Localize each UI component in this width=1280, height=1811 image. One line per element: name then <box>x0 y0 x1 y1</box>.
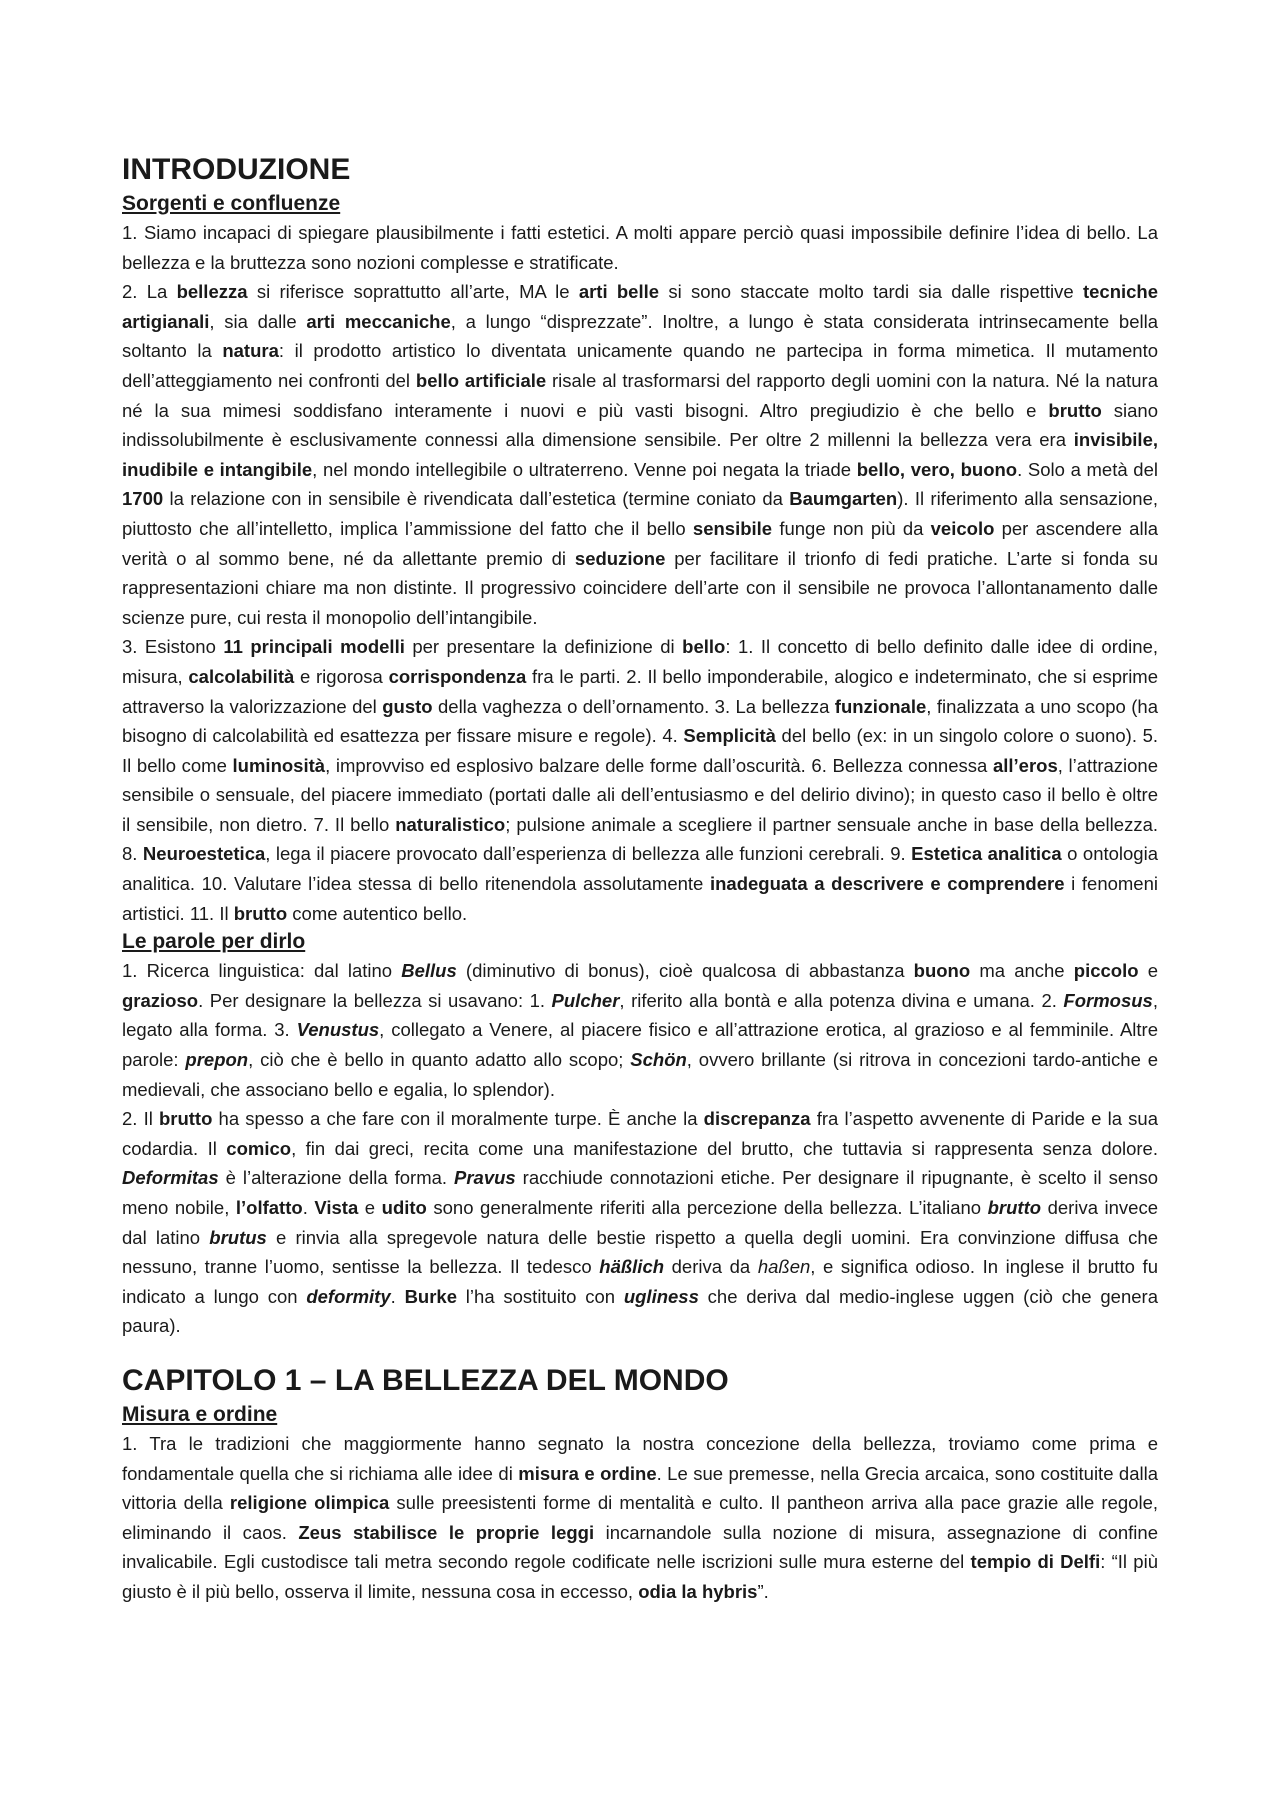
text-run: . Le sue premesse, nella Grecia arcaica, sono costituite dalla vittoria della <box>122 1462 1159 1514</box>
text-run: deriva invece dal latino <box>122 1197 1158 1248</box>
text-run: per facilitare il trionfo di fedi pratiche. L’arte si fonda su rappresentazioni chiare ma non distinte. Il progressivo coincidere dell’arte con il sensibile ne provoca l’allontanamento dalle scienze pure, cui resta il monopolio dell’intangibile. <box>122 547 1158 628</box>
text-run: ). Il riferimento alla sensazione, piuttosto che all’intelletto, implica l’ammissione del fatto che il bello <box>122 488 1158 539</box>
chapter-title: CAPITOLO 1 – LA BELLEZZA DEL MONDO <box>122 1363 729 1397</box>
text-run: : il prodotto artistico lo diventata unicamente quando ne partecipa in forma mimetica. Il mutamento dell’atteggiamento nei confronti del <box>122 340 1158 391</box>
text-run: si sono staccate molto tardi sia dalle rispettive <box>659 281 1083 303</box>
emphasis-text: arti belle <box>578 281 660 303</box>
paragraph <box>122 1104 1158 1341</box>
emphasis-text: Neuroestetica <box>142 843 266 865</box>
emphasis-text: corrispondenza <box>388 665 527 687</box>
text-run: 2. La <box>122 281 177 303</box>
text-run: e <box>358 1197 382 1218</box>
text-run: , fin dai greci, recita come una manifestazione del brutto, che tuttavia si rappresenta senza dolore. <box>291 1137 1158 1159</box>
text-run: ”. <box>757 1580 769 1602</box>
text-run: racchiude connotazioni etiche. Per designare il ripugnante, è scelto il senso meno nobile, <box>122 1167 1158 1218</box>
text-run: , collegato a Venere, al piacere fisico e all’attrazione erotica, al grazioso e al femminile. Altre parole: <box>122 1019 1158 1071</box>
emphasis-text: Baumgarten <box>789 488 898 510</box>
emphasis-text: grazioso <box>122 989 199 1011</box>
text-run: funge non più da <box>772 517 931 539</box>
text-run: 1. Ricerca linguistica: dal latino <box>122 960 402 982</box>
emphasis-text: buono <box>913 960 971 982</box>
emphasis-text: Bellus <box>401 960 457 982</box>
text-run: , nel mondo intellegibile o ultraterreno. Venne poi negata la triade <box>312 458 857 480</box>
text-run: : 1. Il concetto di bello definito dalle idee di ordine, misura, <box>122 636 1159 687</box>
emphasis-text: funzionale <box>834 695 927 717</box>
text-run: . <box>390 1285 405 1307</box>
paragraph <box>122 632 1158 928</box>
text-run: la relazione con in sensibile è rivendicata dall’estetica (termine coniato da <box>163 488 790 510</box>
emphasis-text: brutto <box>987 1197 1042 1218</box>
emphasis-text: prepon <box>185 1049 249 1071</box>
text-run: siano indissolubilmente è esclusivamente connessi alla dimensione sensibile. Per oltre 2 millenni la bellezza vera era <box>122 399 1158 451</box>
emphasis-text: invisibile, inudibile e intangibile <box>122 429 1158 480</box>
text-run: del bello (ex: in un singolo colore o suono). 5. Il bello come <box>122 725 1158 776</box>
paragraph <box>122 218 1158 277</box>
emphasis-text: brutto <box>233 902 288 924</box>
emphasis-text: calcolabilità <box>188 665 295 687</box>
emphasis-text: Schön <box>630 1049 687 1071</box>
emphasis-text: Pulcher <box>551 989 620 1011</box>
text-run: si riferisce soprattutto all’arte, MA le <box>247 281 579 303</box>
emphasis-text: tecniche artigianali <box>122 281 1159 332</box>
text-run: (diminutivo di bonus), cioè qualcosa di abbastanza <box>456 960 914 982</box>
emphasis-text: Estetica analitica <box>911 843 1062 865</box>
emphasis-text: l’olfatto <box>235 1197 303 1218</box>
text-run: , finalizzata a uno scopo (ha bisogno di calcolabilità ed esattezza per fissare misure e regole). 4. <box>122 695 1158 747</box>
text-run: . Solo a metà del <box>1017 458 1158 480</box>
text-run: e rinvia alla spregevole natura delle bestie rispetto a quella degli uomini. Era convinzione diffusa che nessuno, tranne l’uomo, sentisse la bellezza. Il tedesco <box>122 1226 1158 1278</box>
emphasis-text: misura e ordine <box>518 1462 657 1484</box>
text-run: come autentico bello. <box>287 902 468 924</box>
text-run: deriva da <box>664 1256 758 1278</box>
emphasis-text: bello, vero, buono <box>856 458 1018 480</box>
text-run: , a lungo “disprezzate”. Inoltre, a lungo è stata considerata intrinsecamente bella soltanto la <box>122 310 1158 362</box>
emphasis-text: inadeguata a descrivere e comprendere <box>709 873 1065 895</box>
text-run: : “Il più giusto è il più bello, osserva il limite, nessuna cosa in eccesso, <box>122 1551 1158 1602</box>
text-run: della vaghezza o dell’ornamento. 3. La bellezza <box>432 695 835 717</box>
text-run: risale al trasformarsi del rapporto degli uomini con la natura. Né la natura né la sua mimesi soddisfano interamente i nuovi e più vasti bisogni. Altro pregiudizio è che bello e <box>122 369 1159 421</box>
text-run: fra le parti. 2. Il bello imponderabile, alogico e indeterminato, che si esprime attraverso la valorizzazione del <box>122 665 1159 717</box>
emphasis-text: Venustus <box>296 1019 380 1041</box>
emphasis-text: bellezza <box>176 281 248 303</box>
emphasis-text: bello artificiale <box>415 369 547 391</box>
emphasis-text: tempio di Delfi <box>970 1551 1101 1573</box>
text-run: e rigorosa <box>294 665 389 687</box>
text-run: 1. Siamo incapaci di spiegare plausibilmente i fatti estetici. A molti appare perciò quasi impossibile definire l’idea di bello. La bellezza e la bruttezza sono nozioni complesse e stratificate. <box>122 222 1158 273</box>
emphasis-text: natura <box>222 340 279 362</box>
emphasis-text: comico <box>226 1137 292 1159</box>
text-run: sono generalmente riferiti alla percezione della bellezza. L’italiano <box>426 1197 988 1218</box>
paragraph <box>122 277 1158 632</box>
text-run: . <box>302 1197 315 1218</box>
emphasis-text: piccolo <box>1073 960 1139 982</box>
emphasis-text: häßlich <box>599 1256 665 1278</box>
emphasis-text: 1700 <box>122 488 164 510</box>
emphasis-text: sensibile <box>692 517 773 539</box>
text-run: ; pulsione animale a scegliere il partner sensuale anche in base della bellezza. 8. <box>122 813 1158 865</box>
emphasis-text: veicolo <box>930 517 995 539</box>
emphasis-text: Pravus <box>454 1167 516 1189</box>
emphasis-text: Burke <box>404 1285 458 1307</box>
emphasis-text: brutus <box>209 1226 267 1248</box>
text-run: , ovvero brillante (si ritrova in concezioni tardo-antiche e medievali, che associano bello e egalia, lo splendor). <box>122 1049 1158 1100</box>
emphasis-text: arti meccaniche <box>306 310 451 332</box>
emphasis-text: odia la hybris <box>638 1580 758 1602</box>
section-title-introduzione: INTRODUZIONE <box>122 153 351 186</box>
emphasis-text: seduzione <box>574 547 666 569</box>
text-run: , legato alla forma. 3. <box>122 989 1158 1041</box>
emphasis-text: udito <box>381 1197 427 1218</box>
emphasis-text: Zeus stabilisce le proprie leggi <box>298 1521 595 1543</box>
text-run: per ascendere alla verità o al sommo bene, né da allettante premio di <box>122 517 1158 569</box>
text-run: haßen <box>757 1256 811 1278</box>
text-run: o ontologia analitica. 10. Valutare l’idea stessa di bello ritenendola assolutamente <box>122 843 1158 895</box>
emphasis-text: luminosità <box>232 754 326 776</box>
text-run: ha spesso a che fare con il moralmente turpe. È anche la <box>212 1108 704 1130</box>
emphasis-text: Semplicità <box>683 725 776 747</box>
emphasis-text: religione olimpica <box>229 1492 390 1514</box>
text-run: 1. Tra le tradizioni che maggiormente hanno segnato la nostra concezione della bellezza, troviamo come prima e fondamentale quella che si richiama alle idee di <box>122 1432 1158 1484</box>
text-run: , e significa odioso. In inglese il brutto fu indicato a lungo con <box>122 1256 1158 1307</box>
text-run: è l’alterazione della forma. <box>218 1167 454 1189</box>
emphasis-text: Formosus <box>1063 989 1153 1011</box>
paragraph <box>122 956 1158 1104</box>
text-run: incarnandole sulla nozione di misura, assegnazione di confine invalicabile. Egli custodisce tali metra secondo regole codificate nelle iscrizioni sulle mura esterne del <box>122 1521 1158 1573</box>
text-run: i fenomeni artistici. 11. Il <box>122 873 1158 924</box>
text-run: fra l’aspetto avvenente di Paride e la sua codardia. Il <box>122 1108 1158 1159</box>
subsection-heading-misura: Misura e ordine <box>122 1402 278 1426</box>
text-run: , sia dalle <box>209 310 307 332</box>
text-run: , ciò che è bello in quanto adatto allo scopo; <box>248 1049 631 1071</box>
text-run: , improvviso ed esplosivo balzare delle forme dall’oscurità. 6. Bellezza connessa <box>325 754 993 776</box>
subsection-heading-parole: Le parole per dirlo <box>122 930 306 954</box>
emphasis-text: naturalistico <box>395 813 506 835</box>
text-run: per presentare la definizione di <box>404 636 683 658</box>
emphasis-text: bello <box>682 636 726 658</box>
text-run: e <box>1138 960 1158 982</box>
text-run: . Per designare la bellezza si usavano: 1. <box>198 989 552 1011</box>
document-body <box>122 150 1158 1607</box>
emphasis-text: gusto <box>382 695 433 717</box>
text-run: che deriva dal medio-inglese uggen (ciò che genera paura). <box>122 1285 1158 1337</box>
paragraph <box>122 1429 1158 1607</box>
emphasis-text: ugliness <box>623 1285 699 1307</box>
text-run: ma anche <box>970 960 1074 982</box>
emphasis-text: deformity <box>306 1285 391 1307</box>
emphasis-text: 11 principali modelli <box>223 636 405 658</box>
text-run: 2. Il <box>122 1108 159 1130</box>
emphasis-text: discrepanza <box>703 1108 811 1130</box>
text-run: sulle preesistenti forme di mentalità e culto. Il pantheon arriva alla pace grazie alle regole, eliminando il caos. <box>122 1492 1159 1543</box>
emphasis-text: Vista <box>314 1197 359 1218</box>
text-run: l’ha sostituito con <box>457 1285 624 1307</box>
emphasis-text: brutto <box>1048 399 1102 421</box>
emphasis-text: brutto <box>158 1108 213 1130</box>
text-run: , lega il piacere provocato dall’esperienza di bellezza alle funzioni cerebrali. 9. <box>265 843 912 865</box>
emphasis-text: Deformitas <box>122 1167 219 1189</box>
text-run: , l’attrazione sensibile o sensuale, del piacere immediato (portati dalle ali dell’entusiasmo e del delirio divino); in questo caso il bello è oltre il sensibile, non dietro. 7. Il bello <box>122 754 1159 835</box>
text-run: 3. Esistono <box>122 636 224 658</box>
subsection-heading-sorgenti: Sorgenti e confluenze <box>122 192 341 215</box>
text-run: , riferito alla bontà e alla potenza divina e umana. 2. <box>619 989 1064 1011</box>
emphasis-text: all’eros <box>992 754 1058 776</box>
